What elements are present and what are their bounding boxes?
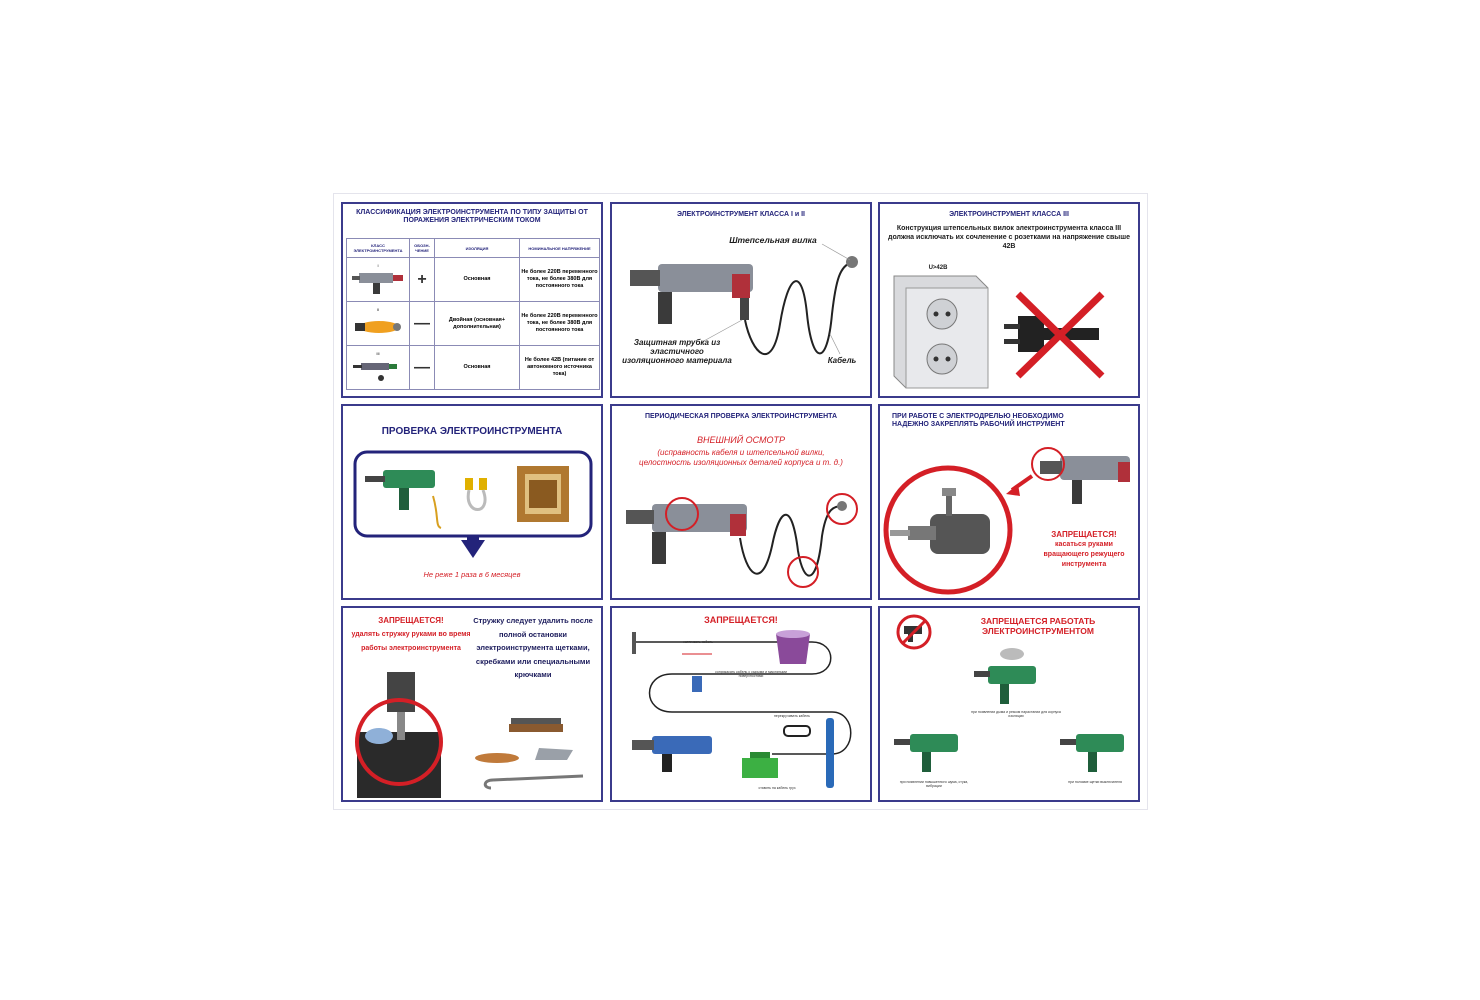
caption: соприкасать кабель с сырыми и масляными поверхностями xyxy=(715,670,787,678)
table-row xyxy=(347,346,600,390)
inspection-heading: ВНЕШНИЙ ОСМОТР xyxy=(696,435,786,445)
cable-label: Кабель xyxy=(827,356,857,365)
class-3-text: Конструкция штепсельных вилок электроинструмента класса III должна исключать их сочленение с розетками на напряжение свыше 42В xyxy=(888,225,1130,250)
insulation-cell: Двойная (основная+ дополнительная) xyxy=(435,302,520,346)
classification-table xyxy=(346,238,600,390)
panel-title: ПРИ РАБОТЕ С ЭЛЕКТРОДРЕЛЬЮ НЕОБХОДИМО НАДЕЖНО ЗАКРЕПЛЯТЬ РАБОЧИЙ ИНСТРУМЕНТ xyxy=(892,413,1065,428)
grinder-icon xyxy=(351,313,405,339)
warning-text: касаться руками вращающего режущего инструмента xyxy=(1043,541,1125,568)
caption: перекручивать кабель xyxy=(773,714,810,718)
sign-cell: — xyxy=(410,346,435,390)
panel-chips xyxy=(341,606,603,802)
class-cell: II xyxy=(347,302,410,346)
table-header: КЛАСС ЭЛЕКТРОИНСТРУМЕНТА xyxy=(347,239,410,258)
table-header: НОМИНАЛЬНОЕ НАПРЯЖЕНИЕ xyxy=(520,239,600,258)
insulation-cell: Основная xyxy=(435,258,520,302)
panel-title: ЗАПРЕЩАЕТСЯ! xyxy=(704,615,778,625)
panel-title: ПЕРИОДИЧЕСКАЯ ПРОВЕРКА ЭЛЕКТРОИНСТРУМЕНТА xyxy=(644,413,838,420)
class-cell: III xyxy=(347,346,410,390)
panel-class-1-2 xyxy=(610,202,872,398)
warning-title: ЗАПРЕЩАЕТСЯ! xyxy=(1051,530,1117,539)
panel-secure-tool xyxy=(878,404,1140,600)
panel-class-3 xyxy=(878,202,1140,398)
sign-cell: + xyxy=(410,258,435,302)
caption: при появлении повышенного шума, стука, вибрации xyxy=(899,780,969,788)
panel-classification xyxy=(341,202,603,398)
safety-poster xyxy=(333,193,1148,810)
panel-title: ЗАПРЕЩАЕТСЯ РАБОТАТЬ ЭЛЕКТРОИНСТРУМЕНТОМ xyxy=(980,616,1096,636)
drill-icon xyxy=(351,269,405,295)
warning-text: удалять стружку руками во время работы электроинструмента xyxy=(351,631,471,652)
plug-label: Штепсельная вилка xyxy=(729,235,817,245)
panel-periodic-check xyxy=(610,404,872,600)
socket-label: U>42В xyxy=(928,265,948,271)
warning-title: ЗАПРЕЩАЕТСЯ! xyxy=(378,616,444,625)
voltage-cell: Не более 42В (питание от автономного источника тока) xyxy=(520,346,600,390)
drill-cable-illustration xyxy=(612,204,870,396)
tube-label: Защитная трубка из эластичного изоляционного материала xyxy=(622,338,732,365)
class-cell: I xyxy=(347,258,410,302)
cable-rules-illustration xyxy=(612,608,870,800)
panel-title: КЛАССИФИКАЦИЯ ЭЛЕКТРОИНСТРУМЕНТА ПО ТИПУ ЗАЩИТЫ ОТ ПОРАЖЕНИЯ ЭЛЕКТРИЧЕСКИМ ТОКОМ xyxy=(356,209,588,224)
inspection-illustration xyxy=(612,406,870,598)
caption: натягивать кабель xyxy=(683,640,713,644)
chips-illustration xyxy=(343,608,601,800)
check-frequency: Не реже 1 раза в 6 месяцев xyxy=(423,570,521,579)
panel-cable-rules xyxy=(610,606,872,802)
caption: ставить на кабель груз xyxy=(758,786,796,790)
panel-check xyxy=(341,404,603,600)
advice-text: Стружку следует удалить после полной остановки электроинструмента щетками, скребками или специальными крючками xyxy=(473,616,593,679)
caption: при поломке щетки выключателя xyxy=(1068,780,1122,784)
sign-cell: — xyxy=(410,302,435,346)
table-header: ИЗОЛЯЦИЯ xyxy=(435,239,520,258)
socket-illustration xyxy=(880,204,1138,396)
table-header: ОБОЗН-ЧЕНИЕ xyxy=(410,239,435,258)
table-row xyxy=(347,302,600,346)
panel-forbidden-work xyxy=(878,606,1140,802)
inspection-text: (исправность кабеля и штепсельной вилки, целостность изоляционных деталей корпуса и т. д.) xyxy=(639,448,843,467)
insulation-cell: Основная xyxy=(435,346,520,390)
small-drill-icon xyxy=(351,357,405,383)
forbidden-illustration xyxy=(880,608,1138,800)
voltage-cell: Не более 220В переменного тока, не более 380В для постоянного тока xyxy=(520,258,600,302)
panel-title: ПРОВЕРКА ЭЛЕКТРОИНСТРУМЕНТА xyxy=(381,426,563,437)
panel-title: ЭЛЕКТРОИНСТРУМЕНТ КЛАССА I и II xyxy=(676,211,806,218)
panel-title: ЭЛЕКТРОИНСТРУМЕНТ КЛАССА III xyxy=(949,211,1069,218)
table-row xyxy=(347,258,600,302)
voltage-cell: Не более 220В переменного тока, не более 380В для постоянного тока xyxy=(520,302,600,346)
caption: при появлении дыма и резком нарастании для корпуса изоляции xyxy=(971,710,1061,718)
